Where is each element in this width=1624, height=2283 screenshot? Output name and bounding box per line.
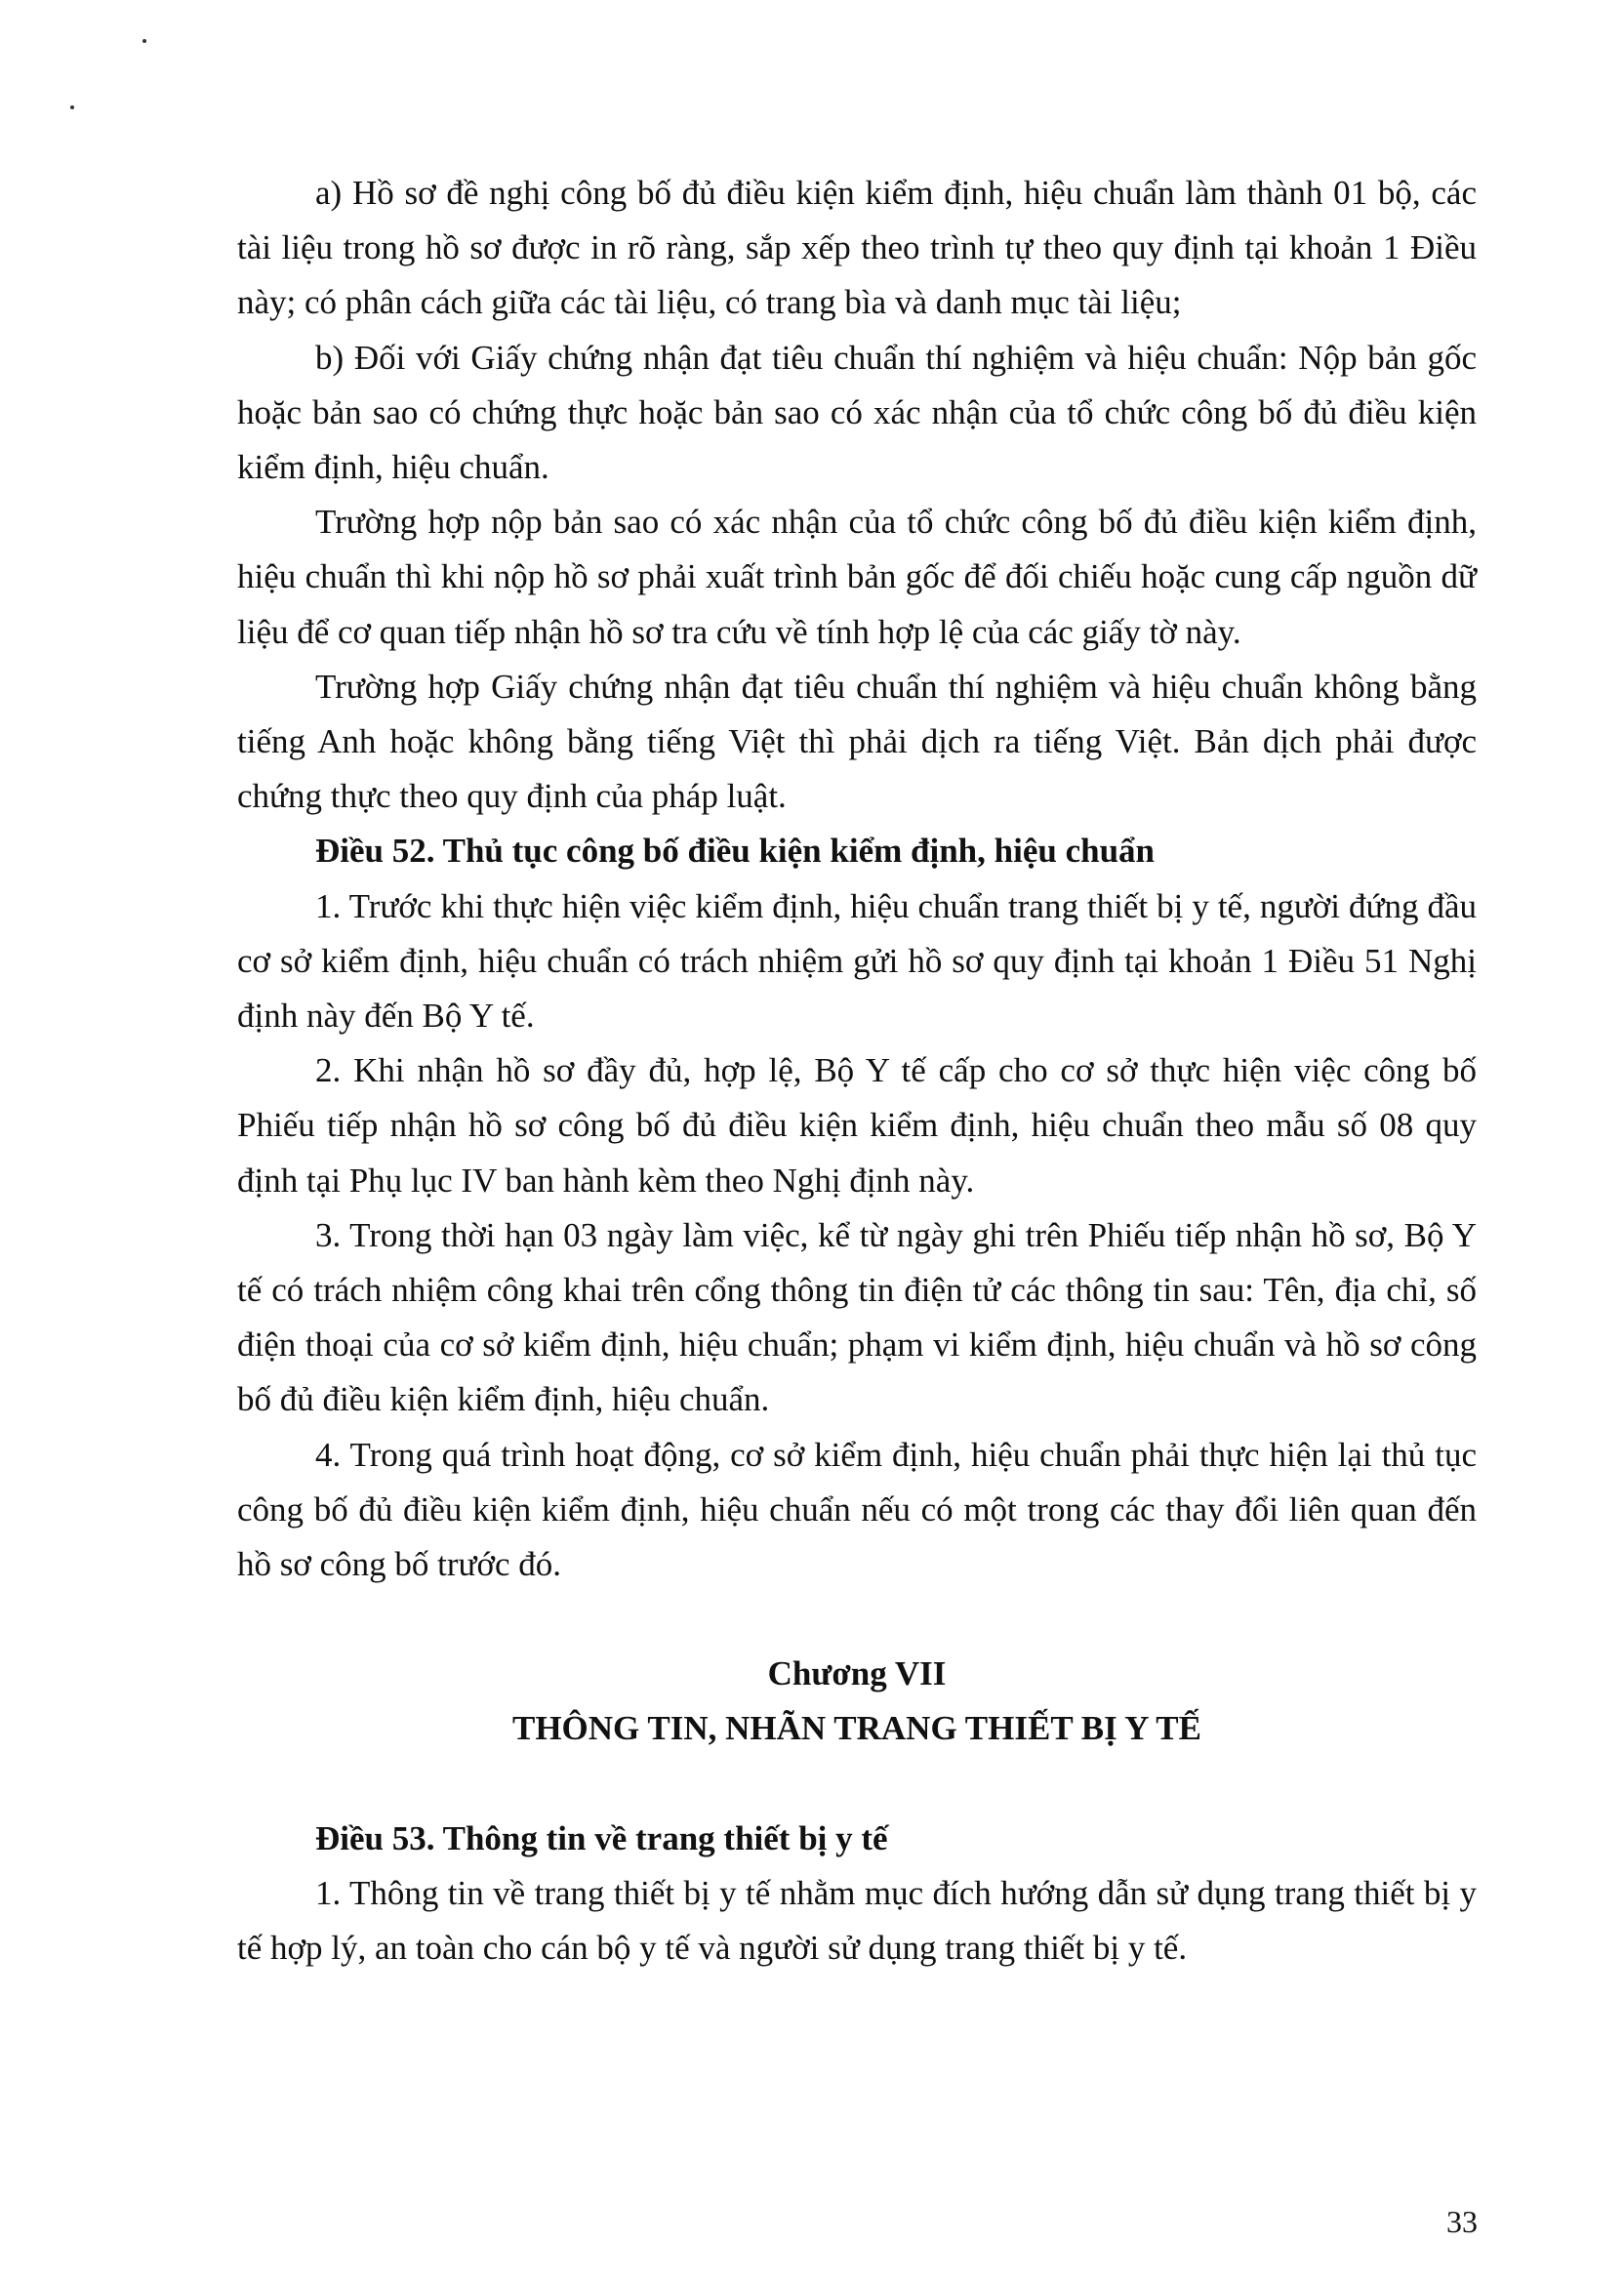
paragraph-a: a) Hồ sơ đề nghị công bố đủ điều kiện kiểm định, hiệu chuẩn làm thành 01 bộ, các tài liệu trong hồ sơ được in rõ ràng, sắp xếp theo trình tự theo quy định tại khoản 1 Điều này; có phân cách giữa các tài liệu, có trang bìa và danh mục tài liệu; (237, 174, 1477, 322)
scan-speck (142, 39, 146, 43)
page-number: 33 (1446, 2204, 1478, 2239)
chapter-title: THÔNG TIN, NHÃN TRANG THIẾT BỊ Y TẾ (511, 1709, 1202, 1748)
article-52-item-4: 4. Trong quá trình hoạt động, cơ sở kiểm định, hiệu chuẩn phải thực hiện lại thủ tục công bố đủ điều kiện kiểm định, hiệu chuẩn nếu có một trong các thay đổi liên quan đến hồ sơ công bố trước đó. (237, 1435, 1477, 1584)
chapter-number: Chương VII (767, 1654, 947, 1693)
article-52-item-2: 2. Khi nhận hồ sơ đầy đủ, hợp lệ, Bộ Y tế cấp cho cơ sở thực hiện việc công bố Phiếu tiếp nhận hồ sơ công bố đủ điều kiện kiểm định, hiệu chuẩn theo mẫu số 08 quy định tại Phụ lục IV ban hành kèm theo Nghị định này. (237, 1051, 1477, 1200)
article-53-heading: Điều 53. Thông tin về trang thiết bị y tế (315, 1818, 888, 1857)
article-52-item-3: 3. Trong thời hạn 03 ngày làm việc, kể từ ngày ghi trên Phiếu tiếp nhận hồ sơ, Bộ Y tế có trách nhiệm công khai trên cổng thông tin điện tử các thông tin sau: Tên, địa chỉ, số điện thoại của cơ sở kiểm định, hiệu chuẩn; phạm vi kiểm định, hiệu chuẩn và hồ sơ công bố đủ điều kiện kiểm định, hiệu chuẩn. (237, 1215, 1477, 1419)
article-53-item-1: 1. Thông tin về trang thiết bị y tế nhằm mục đích hướng dẫn sử dụng trang thiết bị y tế hợp lý, an toàn cho cán bộ y tế và người sử dụng trang thiết bị y tế. (237, 1873, 1477, 1968)
body-text (237, 166, 1477, 1976)
paragraph-translation-case: Trường hợp Giấy chứng nhận đạt tiêu chuẩn thí nghiệm và hiệu chuẩn không bằng tiếng Anh hoặc không bằng tiếng Việt thì phải dịch ra tiếng Việt. Bản dịch phải được chứng thực theo quy định của pháp luật. (237, 667, 1477, 816)
paragraph-copy-case: Trường hợp nộp bản sao có xác nhận của tổ chức công bố đủ điều kiện kiểm định, hiệu chuẩn thì khi nộp hồ sơ phải xuất trình bản gốc để đối chiếu hoặc cung cấp nguồn dữ liệu để cơ quan tiếp nhận hồ sơ tra cứu về tính hợp lệ của các giấy tờ này. (237, 503, 1477, 651)
article-52-heading: Điều 52. Thủ tục công bố điều kiện kiểm định, hiệu chuẩn (315, 832, 1156, 871)
article-52-item-1: 1. Trước khi thực hiện việc kiểm định, hiệu chuẩn trang thiết bị y tế, người đứng đầu cơ sở kiểm định, hiệu chuẩn có trách nhiệm gửi hồ sơ quy định tại khoản 1 Điều 51 Nghị định này đến Bộ Y tế. (237, 886, 1477, 1036)
scan-speck (70, 105, 74, 109)
paragraph-b: b) Đối với Giấy chứng nhận đạt tiêu chuẩn thí nghiệm và hiệu chuẩn: Nộp bản gốc hoặc bản sao có chứng thực hoặc bản sao có xác nhận của tổ chức công bố đủ điều kiện kiểm định, hiệu chuẩn. (237, 338, 1477, 487)
